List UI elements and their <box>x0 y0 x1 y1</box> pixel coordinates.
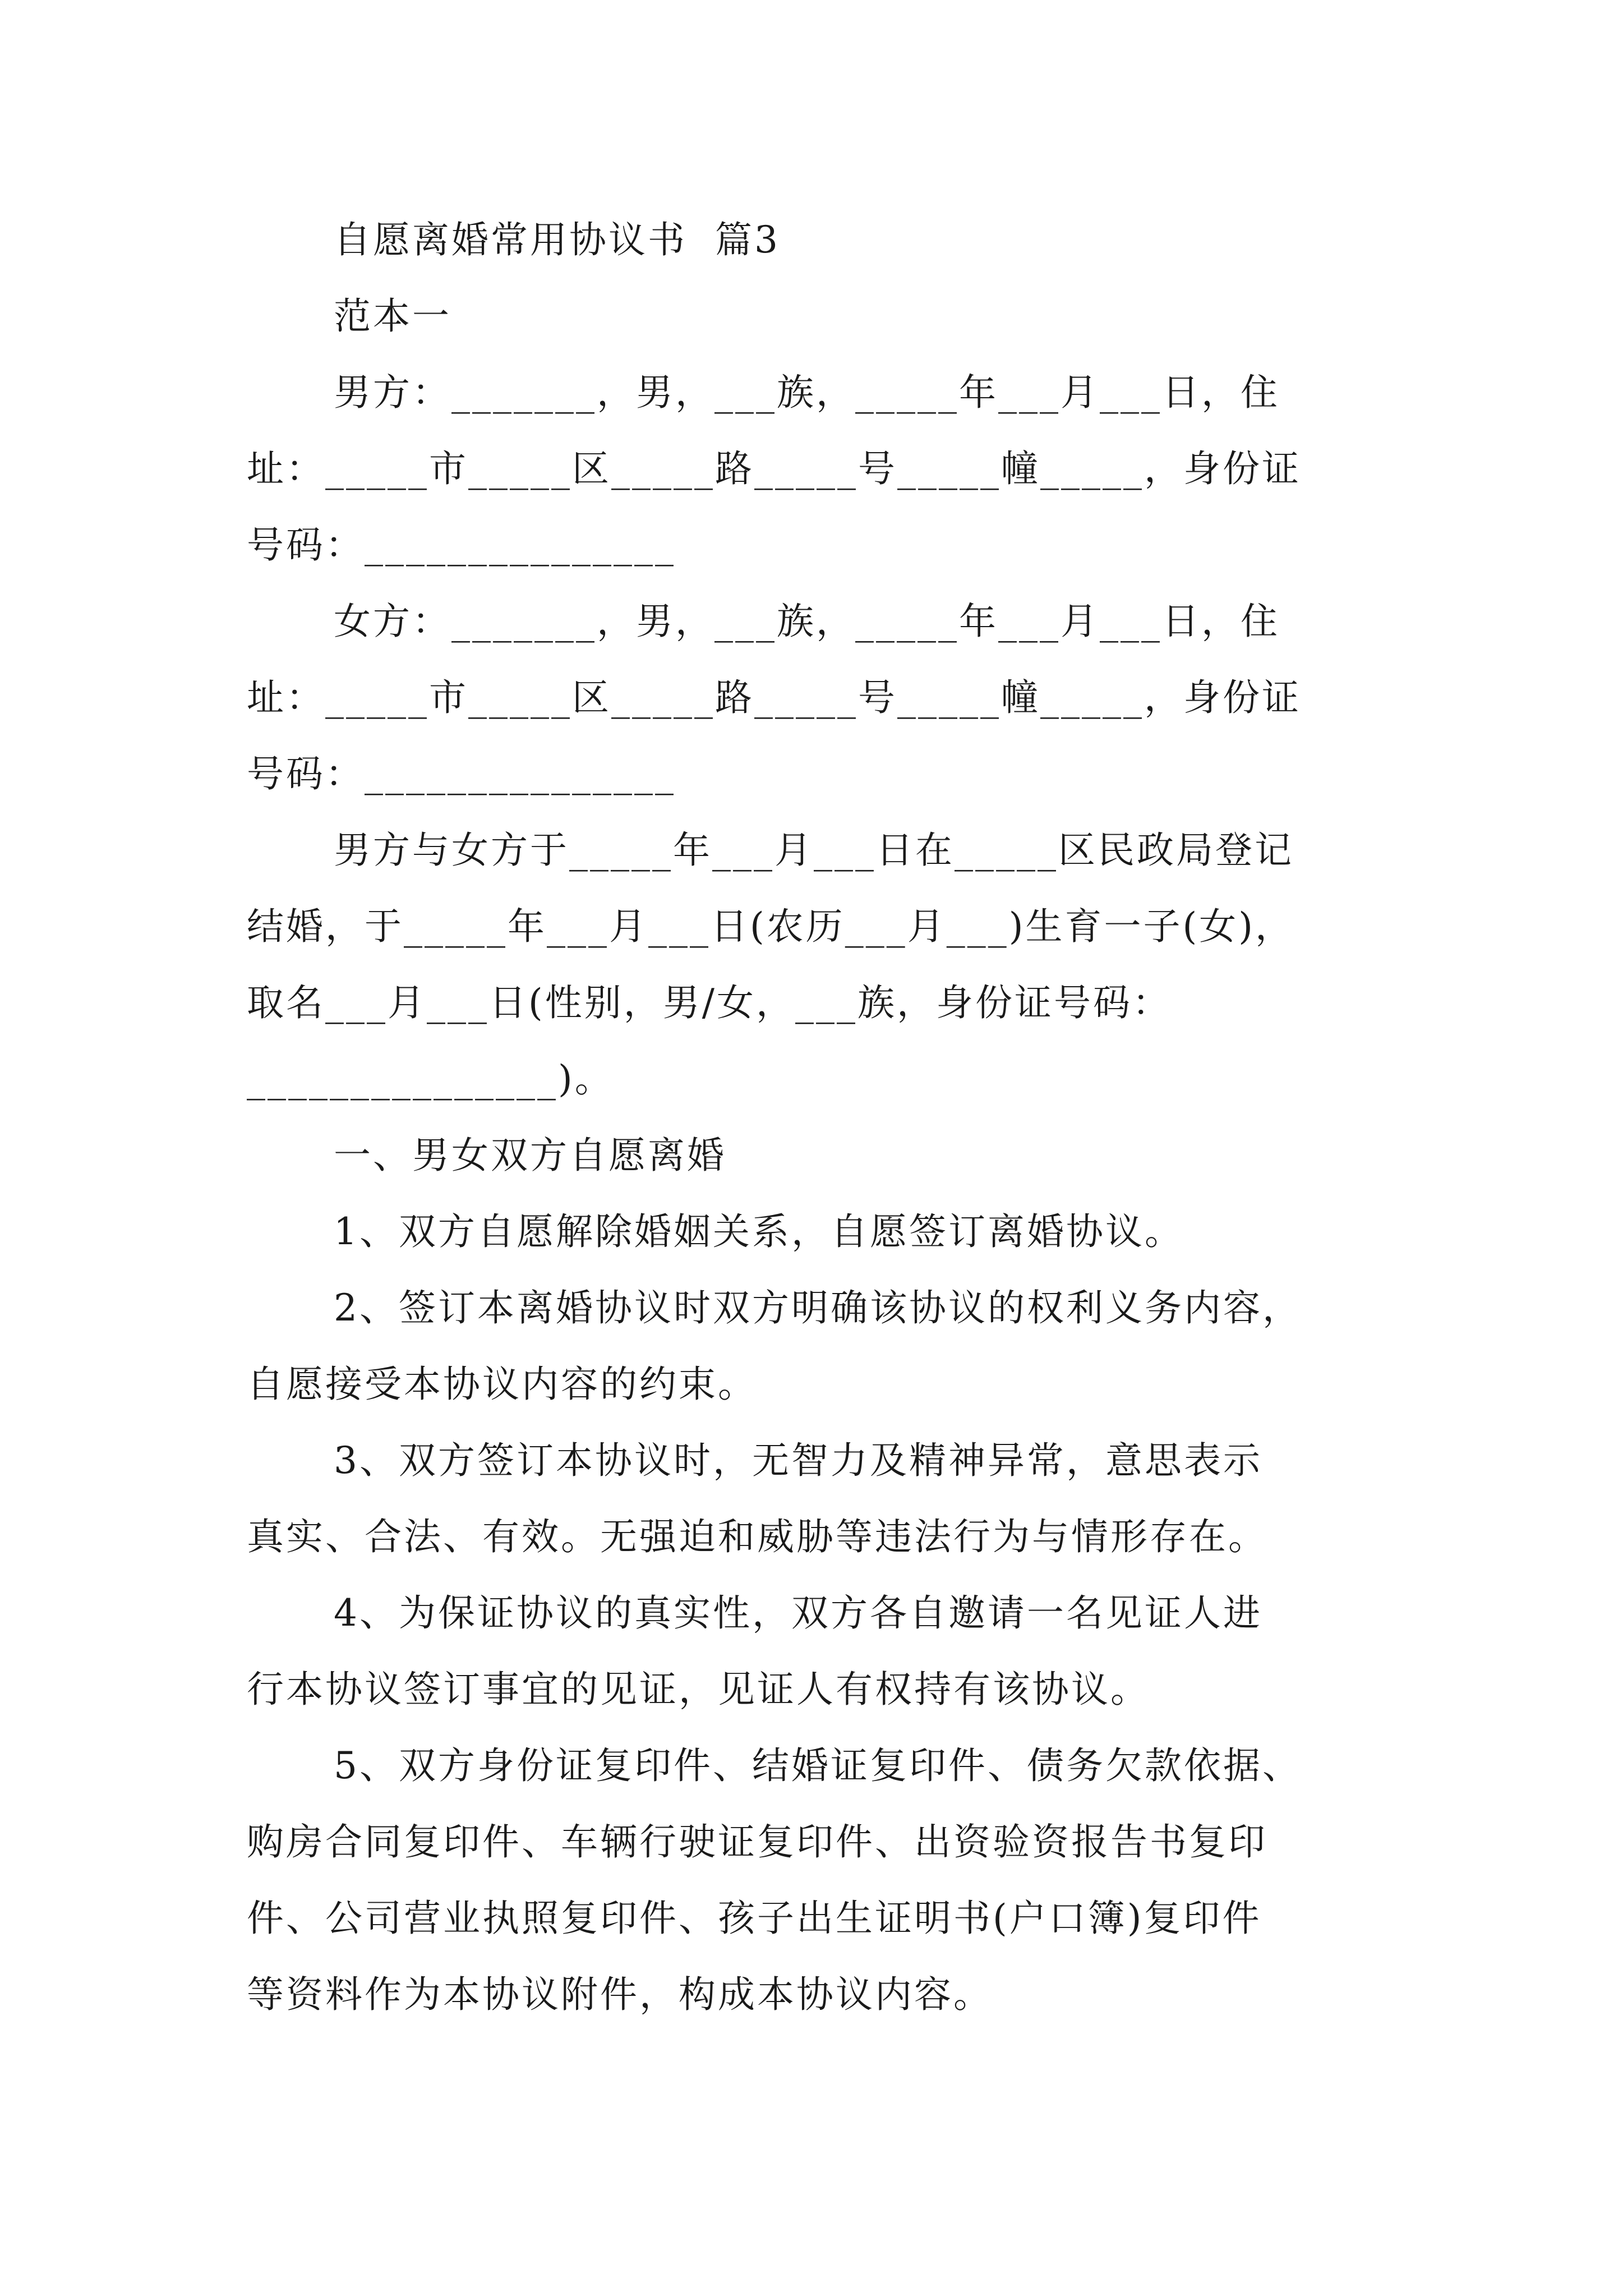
document-body <box>247 202 1385 2033</box>
female-party-line-2: 址：_____市_____区_____路_____号_____幢_____，身份证 <box>247 676 1301 719</box>
clause-5-line-2: 购房合同复印件、车辆行驶证复印件、出资验资报告书复印 <box>247 1820 1267 1864</box>
marriage-info-line-4: _______________)。 <box>247 1057 614 1101</box>
marriage-info-line-2: 结婚，于_____年___月___日(农历___月___)生育一子(女)， <box>247 905 1294 948</box>
female-party-line-3: 号码：_______________ <box>247 752 676 795</box>
section-heading-1: 一、男女双方自愿离婚 <box>334 1134 726 1177</box>
clause-2-line-1: 2、签订本离婚协议时双方明确该协议的权利义务内容， <box>334 1286 1302 1329</box>
clause-3-line-1: 3、双方签订本协议时，无智力及精神异常，意思表示 <box>334 1439 1262 1482</box>
clause-3-line-2: 真实、合法、有效。无强迫和威胁等违法行为与情形存在。 <box>247 1515 1267 1558</box>
marriage-info-line-3: 取名___月___日(性别，男/女，___族，身份证号码： <box>247 981 1172 1024</box>
document-subtitle: 范本一 <box>334 295 451 338</box>
male-party-line-2: 址：_____市_____区_____路_____号_____幢_____，身份证 <box>247 447 1301 490</box>
clause-2-line-2: 自愿接受本协议内容的约束。 <box>247 1363 757 1406</box>
clause-5-line-1: 5、双方身份证复印件、结婚证复印件、债务欠款依据、 <box>334 1744 1302 1787</box>
clause-4-line-2: 行本协议签订事宜的见证，见证人有权持有该协议。 <box>247 1668 1150 1711</box>
clause-5-line-3: 件、公司营业执照复印件、孩子出生证明书(户口簿)复印件 <box>247 1897 1262 1940</box>
clause-5-line-4: 等资料作为本协议附件，构成本协议内容。 <box>247 1973 993 2016</box>
female-party-line-1: 女方：_______，男，___族，_____年___月___日，住 <box>334 600 1280 643</box>
male-party-line-1: 男方：_______，男，___族，_____年___月___日，住 <box>334 371 1280 414</box>
document-title: 自愿离婚常用协议书 篇3 <box>334 218 780 261</box>
marriage-info-line-1: 男方与女方于_____年___月___日在_____区民政局登记 <box>334 829 1294 872</box>
clause-1: 1、双方自愿解除婚姻关系，自愿签订离婚协议。 <box>334 1210 1184 1253</box>
clause-4-line-1: 4、为保证协议的真实性，双方各自邀请一名见证人进 <box>334 1591 1262 1635</box>
male-party-line-3: 号码：_______________ <box>247 523 676 567</box>
